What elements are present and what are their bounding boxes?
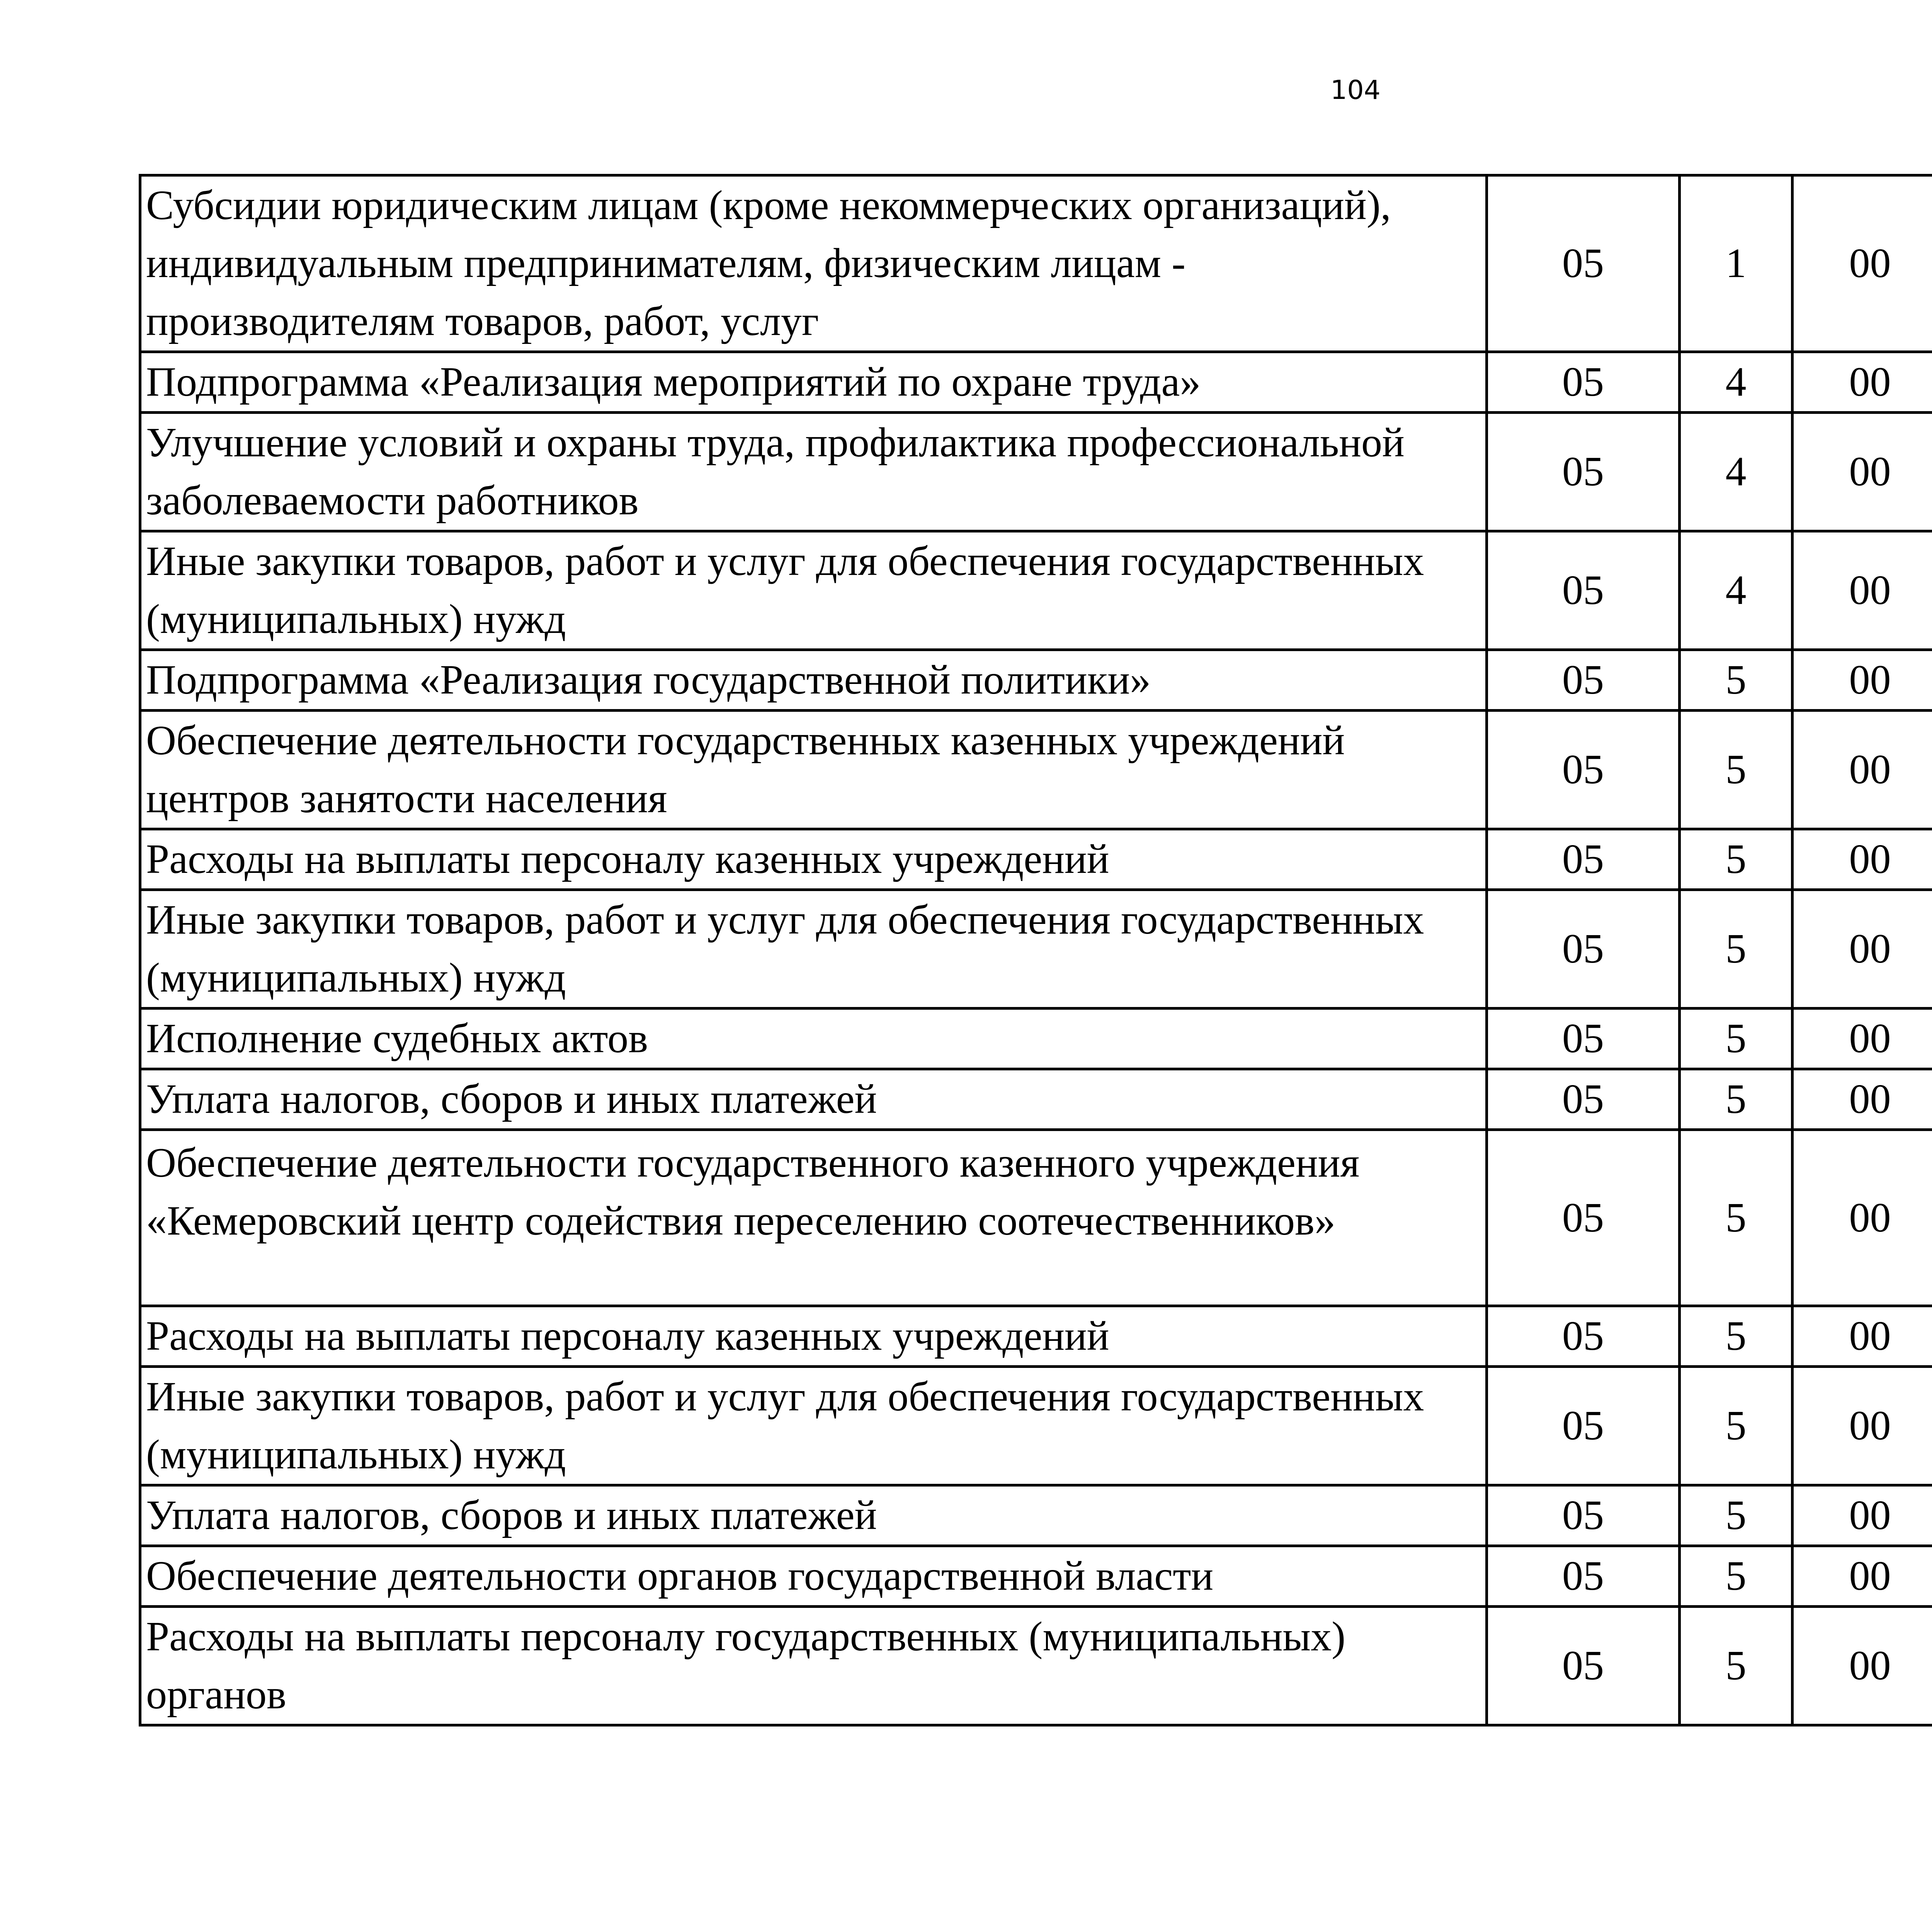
row-program: 00 <box>1793 1485 1932 1546</box>
table-row <box>140 1306 1932 1367</box>
row-subsection: 5 <box>1680 829 1793 890</box>
table-row <box>140 829 1932 890</box>
table-row <box>140 531 1932 650</box>
row-name: Расходы на выплаты персоналу государственных (муниципальных) органов <box>140 1607 1487 1725</box>
table-row <box>140 1367 1932 1485</box>
row-name: Улучшение условий и охраны труда, профилактика профессиональной заболеваемости работников <box>140 413 1487 531</box>
table-row <box>140 711 1932 829</box>
row-program: 00 <box>1793 829 1932 890</box>
row-section: 05 <box>1487 1607 1680 1725</box>
row-section: 05 <box>1487 1546 1680 1607</box>
row-program: 00 <box>1793 1367 1932 1485</box>
row-name: Исполнение судебных актов <box>140 1009 1487 1069</box>
table-row <box>140 1130 1932 1306</box>
budget-table <box>139 174 1932 1726</box>
row-section: 05 <box>1487 1009 1680 1069</box>
row-name: Расходы на выплаты персоналу казенных учреждений <box>140 829 1487 890</box>
row-section: 05 <box>1487 890 1680 1009</box>
row-name: Обеспечение деятельности государственных казенных учреждений центров занятости населения <box>140 711 1487 829</box>
row-program: 00 <box>1793 650 1932 711</box>
row-section: 05 <box>1487 711 1680 829</box>
row-subsection: 5 <box>1680 1009 1793 1069</box>
row-section: 05 <box>1487 413 1680 531</box>
row-section: 05 <box>1487 1367 1680 1485</box>
table-row <box>140 1546 1932 1607</box>
row-subsection: 5 <box>1680 1367 1793 1485</box>
row-section: 05 <box>1487 1306 1680 1367</box>
row-program: 00 <box>1793 531 1932 650</box>
row-program: 00 <box>1793 352 1932 413</box>
table-row <box>140 1069 1932 1130</box>
row-name: Расходы на выплаты персоналу казенных учреждений <box>140 1306 1487 1367</box>
row-section: 05 <box>1487 352 1680 413</box>
row-subsection: 5 <box>1680 1069 1793 1130</box>
row-program: 00 <box>1793 1130 1932 1306</box>
row-program: 00 <box>1793 1069 1932 1130</box>
row-section: 05 <box>1487 175 1680 352</box>
row-program: 00 <box>1793 1009 1932 1069</box>
row-name: Субсидии юридическим лицам (кроме некоммерческих организаций), индивидуальным предпринимателям, физическим лицам - производителям товаров, работ, услуг <box>140 175 1487 352</box>
row-subsection: 5 <box>1680 650 1793 711</box>
row-name: Обеспечение деятельности органов государственной власти <box>140 1546 1487 1607</box>
row-section: 05 <box>1487 531 1680 650</box>
row-subsection: 5 <box>1680 1485 1793 1546</box>
table-row <box>140 650 1932 711</box>
table-row <box>140 1009 1932 1069</box>
row-subsection: 5 <box>1680 890 1793 1009</box>
row-subsection: 4 <box>1680 413 1793 531</box>
row-subsection: 5 <box>1680 1130 1793 1306</box>
table-row <box>140 175 1932 352</box>
row-name: Подпрограмма «Реализация мероприятий по охране труда» <box>140 352 1487 413</box>
row-name: Уплата налогов, сборов и иных платежей <box>140 1485 1487 1546</box>
table-row <box>140 890 1932 1009</box>
row-subsection: 4 <box>1680 531 1793 650</box>
row-name: Уплата налогов, сборов и иных платежей <box>140 1069 1487 1130</box>
row-section: 05 <box>1487 1485 1680 1546</box>
row-section: 05 <box>1487 829 1680 890</box>
row-subsection: 5 <box>1680 711 1793 829</box>
row-name: Обеспечение деятельности государственного казенного учреждения «Кемеровский центр содействия переселению соотечественников» <box>140 1130 1487 1306</box>
table-row <box>140 1607 1932 1725</box>
row-section: 05 <box>1487 1130 1680 1306</box>
page-number: 104 <box>1330 75 1381 105</box>
table-row <box>140 1485 1932 1546</box>
row-section: 05 <box>1487 1069 1680 1130</box>
row-program: 00 <box>1793 175 1932 352</box>
row-name: Подпрограмма «Реализация государственной политики» <box>140 650 1487 711</box>
row-program: 00 <box>1793 413 1932 531</box>
row-program: 00 <box>1793 1546 1932 1607</box>
row-subsection: 4 <box>1680 352 1793 413</box>
row-subsection: 5 <box>1680 1546 1793 1607</box>
row-program: 00 <box>1793 890 1932 1009</box>
row-name: Иные закупки товаров, работ и услуг для обеспечения государственных (муниципальных) нужд <box>140 890 1487 1009</box>
row-section: 05 <box>1487 650 1680 711</box>
row-name: Иные закупки товаров, работ и услуг для обеспечения государственных (муниципальных) нужд <box>140 1367 1487 1485</box>
row-program: 00 <box>1793 711 1932 829</box>
table-row <box>140 352 1932 413</box>
row-subsection: 5 <box>1680 1607 1793 1725</box>
row-subsection: 1 <box>1680 175 1793 352</box>
table-row <box>140 413 1932 531</box>
row-program: 00 <box>1793 1607 1932 1725</box>
row-subsection: 5 <box>1680 1306 1793 1367</box>
row-name: Иные закупки товаров, работ и услуг для обеспечения государственных (муниципальных) нужд <box>140 531 1487 650</box>
row-program: 00 <box>1793 1306 1932 1367</box>
